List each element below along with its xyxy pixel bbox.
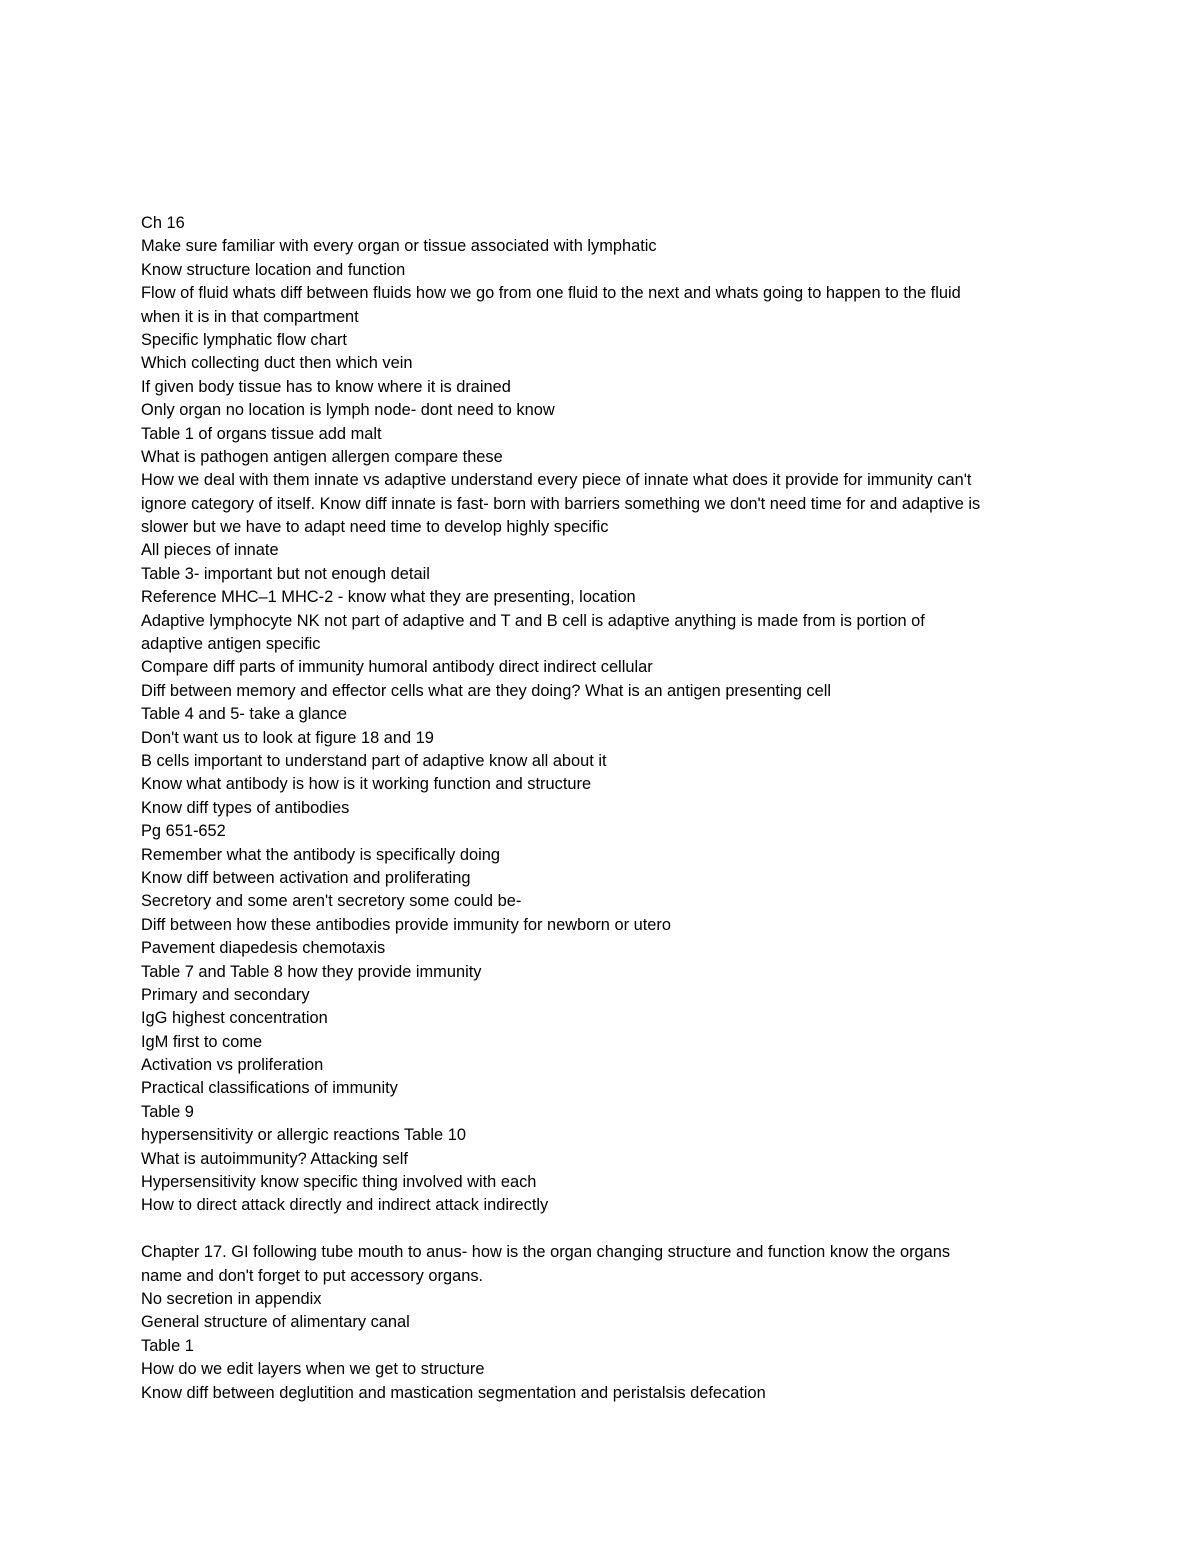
text-line-13: ignore category of itself. Know diff innate is fast- born with barriers something we don't need time for and adaptive is [141, 494, 981, 513]
text-line-3: Know structure location and function [141, 260, 406, 279]
text-line-36: IgM first to come [141, 1032, 263, 1051]
text-line-43: How to direct attack directly and indirect attack indirectly [141, 1196, 549, 1215]
text-line-33: Table 7 and Table 8 how they provide immunity [141, 962, 482, 981]
text-line-51: Know diff between deglutition and mastication segmentation and peristalsis defecation [141, 1383, 766, 1402]
text-line-22: Table 4 and 5- take a glance [141, 705, 347, 724]
text-line-30: Secretory and some aren't secretory some could be- [141, 892, 522, 911]
text-line-25: Know what antibody is how is it working function and structure [141, 775, 592, 794]
text-line-21: Diff between memory and effector cells what are they doing? What is an antigen presenting cell [141, 681, 832, 700]
text-line-6: Specific lymphatic flow chart [141, 330, 347, 349]
text-line-38: Practical classifications of immunity [141, 1079, 398, 1098]
text-line-41: What is autoimmunity? Attacking self [141, 1149, 408, 1168]
text-line-46: name and don't forget to put accessory organs. [141, 1266, 484, 1285]
text-line-9: Only organ no location is lymph node- dont need to know [141, 401, 555, 420]
text-line-34: Primary and secondary [141, 985, 310, 1004]
blank-line [141, 1218, 1061, 1241]
text-line-29: Know diff between activation and proliferating [141, 868, 471, 887]
text-line-50: How do we edit layers when we get to structure [141, 1360, 485, 1379]
text-line-42: Hypersensitivity know specific thing involved with each [141, 1173, 537, 1192]
text-line-47: No secretion in appendix [141, 1289, 322, 1308]
text-line-39: Table 9 [141, 1102, 194, 1121]
text-line-20: Compare diff parts of immunity humoral antibody direct indirect cellular [141, 658, 653, 677]
text-line-16: Table 3- important but not enough detail [141, 564, 430, 583]
text-line-15: All pieces of innate [141, 541, 279, 560]
text-line-11: What is pathogen antigen allergen compare these [141, 447, 503, 466]
text-line-27: Pg 651-652 [141, 822, 226, 841]
text-line-26: Know diff types of antibodies [141, 798, 350, 817]
text-line-18: Adaptive lymphocyte NK not part of adaptive and T and B cell is adaptive anything is made from is portion of [141, 611, 925, 630]
text-line-14: slower but we have to adapt need time to develop highly specific [141, 518, 609, 537]
text-line-12: How we deal with them innate vs adaptive understand every piece of innate what does it provide for immunity can't [141, 471, 972, 490]
document-body [141, 212, 1061, 1405]
text-line-35: IgG highest concentration [141, 1009, 328, 1028]
text-line-45: Chapter 17. GI following tube mouth to anus- how is the organ changing structure and function know the organs [141, 1243, 951, 1262]
text-line-1: Ch 16 [141, 214, 185, 232]
text-line-48: General structure of alimentary canal [141, 1313, 410, 1332]
text-line-5: when it is in that compartment [141, 307, 359, 326]
text-line-28: Remember what the antibody is specifically doing [141, 845, 500, 864]
text-line-32: Pavement diapedesis chemotaxis [141, 939, 386, 958]
text-line-17: Reference MHC–1 MHC-2 - know what they are presenting, location [141, 588, 636, 607]
text-line-40: hypersensitivity or allergic reactions Table 10 [141, 1126, 466, 1145]
text-line-7: Which collecting duct then which vein [141, 354, 413, 373]
text-line-24: B cells important to understand part of adaptive know all about it [141, 751, 607, 770]
text-line-4: Flow of fluid whats diff between fluids how we go from one fluid to the next and whats going to happen to the fluid [141, 284, 961, 303]
text-line-8: If given body tissue has to know where it is drained [141, 377, 511, 396]
text-line-31: Diff between how these antibodies provide immunity for newborn or utero [141, 915, 671, 934]
text-line-2: Make sure familiar with every organ or tissue associated with lymphatic [141, 237, 657, 256]
text-line-10: Table 1 of organs tissue add malt [141, 424, 382, 443]
text-line-23: Don't want us to look at figure 18 and 19 [141, 728, 434, 747]
text-line-37: Activation vs proliferation [141, 1056, 324, 1075]
text-line-19: adaptive antigen specific [141, 635, 321, 654]
text-line-49: Table 1 [141, 1336, 194, 1355]
